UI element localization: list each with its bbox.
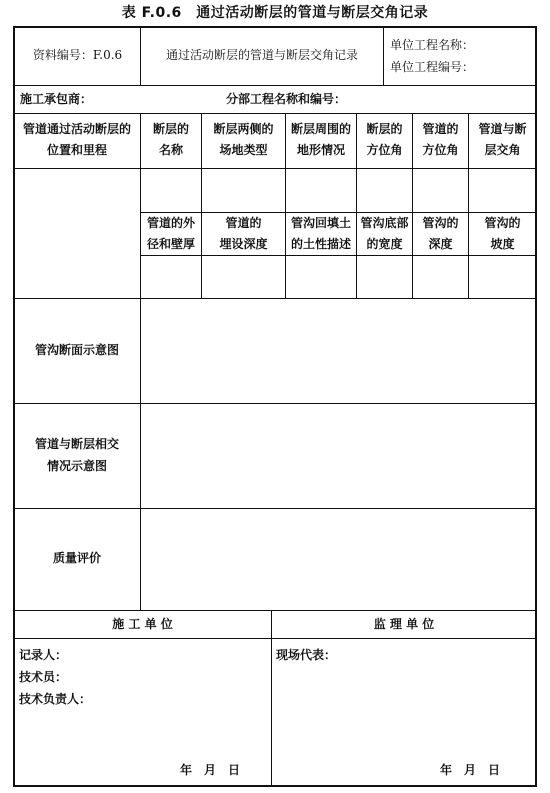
col-header: 管沟的	[484, 216, 521, 230]
quality-evaluation-label: 质量评价	[52, 551, 101, 565]
intersection-label-line1: 管道与断层相交	[34, 437, 119, 451]
construction-date: 年 月 日	[180, 763, 241, 777]
col-header: 的宽度	[366, 237, 403, 251]
col-header: 的土性描述	[290, 237, 351, 251]
trench-section-label: 管沟断面示意图	[34, 343, 119, 357]
col-header: 断层两侧的	[213, 122, 274, 136]
col-header: 方位角	[366, 143, 403, 157]
col-header: 径和壁厚	[146, 237, 195, 251]
unit-project-name-label: 单位工程名称：	[390, 38, 475, 52]
construction-unit-heading: 施 工 单 位	[112, 617, 173, 631]
col-header: 断层周围的	[290, 122, 351, 136]
col-header: 方位角	[422, 143, 459, 157]
col-header: 坡度	[490, 237, 515, 251]
record-name: 通过活动断层的管道与断层交角记录	[165, 48, 358, 62]
col-header: 管道的	[225, 216, 262, 230]
col-header: 名称	[158, 143, 183, 157]
intersection-sketch-area[interactable]	[141, 404, 536, 508]
grid-line	[13, 113, 537, 114]
col-header: 深度	[428, 237, 453, 251]
doc-number: 资料编号：F.0.6	[32, 48, 123, 62]
intersection-label-line2: 情况示意图	[46, 459, 107, 473]
technician-label: 技术员：	[19, 670, 68, 684]
form-title: 表 F.0.6 通过活动断层的管道与断层交角记录	[121, 5, 429, 21]
supervision-date: 年 月 日	[440, 763, 501, 777]
col-header: 埋设深度	[219, 237, 268, 251]
col-header: 层交角	[484, 143, 521, 157]
col-header: 场地类型	[219, 143, 268, 157]
tech-lead-label: 技术负责人：	[19, 692, 92, 706]
supervision-unit-heading: 监 理 单 位	[373, 617, 435, 631]
col-header: 断层的	[366, 122, 403, 136]
grid-line	[13, 610, 537, 611]
site-rep-label: 现场代表：	[276, 648, 337, 662]
unit-project-number-label: 单位工程编号：	[390, 60, 475, 74]
col-header: 管道与断	[478, 122, 527, 136]
col-header: 管沟回填土	[290, 216, 351, 230]
quality-evaluation-area[interactable]	[141, 509, 536, 610]
grid-line	[271, 610, 272, 787]
location-mileage-cell[interactable]	[14, 169, 140, 298]
col-header: 管道通过活动断层的	[22, 122, 131, 136]
sub-project-label: 分部工程名称和编号：	[226, 92, 347, 106]
col-header: 管沟底部	[360, 216, 409, 230]
col-header: 位置和里程	[46, 143, 107, 157]
trench-section-sketch-area[interactable]	[141, 299, 536, 403]
grid-line	[383, 26, 384, 85]
col-header: 断层的	[152, 122, 189, 136]
row2-value-cells[interactable]	[141, 256, 536, 298]
contractor-label: 施工承包商：	[20, 92, 93, 106]
col-header: 管道的	[422, 122, 459, 136]
col-header: 管沟的	[422, 216, 459, 230]
col-header: 管道的外	[146, 216, 195, 230]
recorder-label: 记录人：	[19, 648, 68, 662]
grid-line	[13, 638, 537, 639]
row1-value-cells[interactable]	[141, 169, 536, 212]
col-header: 地形情况	[296, 143, 345, 157]
grid-line	[13, 85, 537, 86]
